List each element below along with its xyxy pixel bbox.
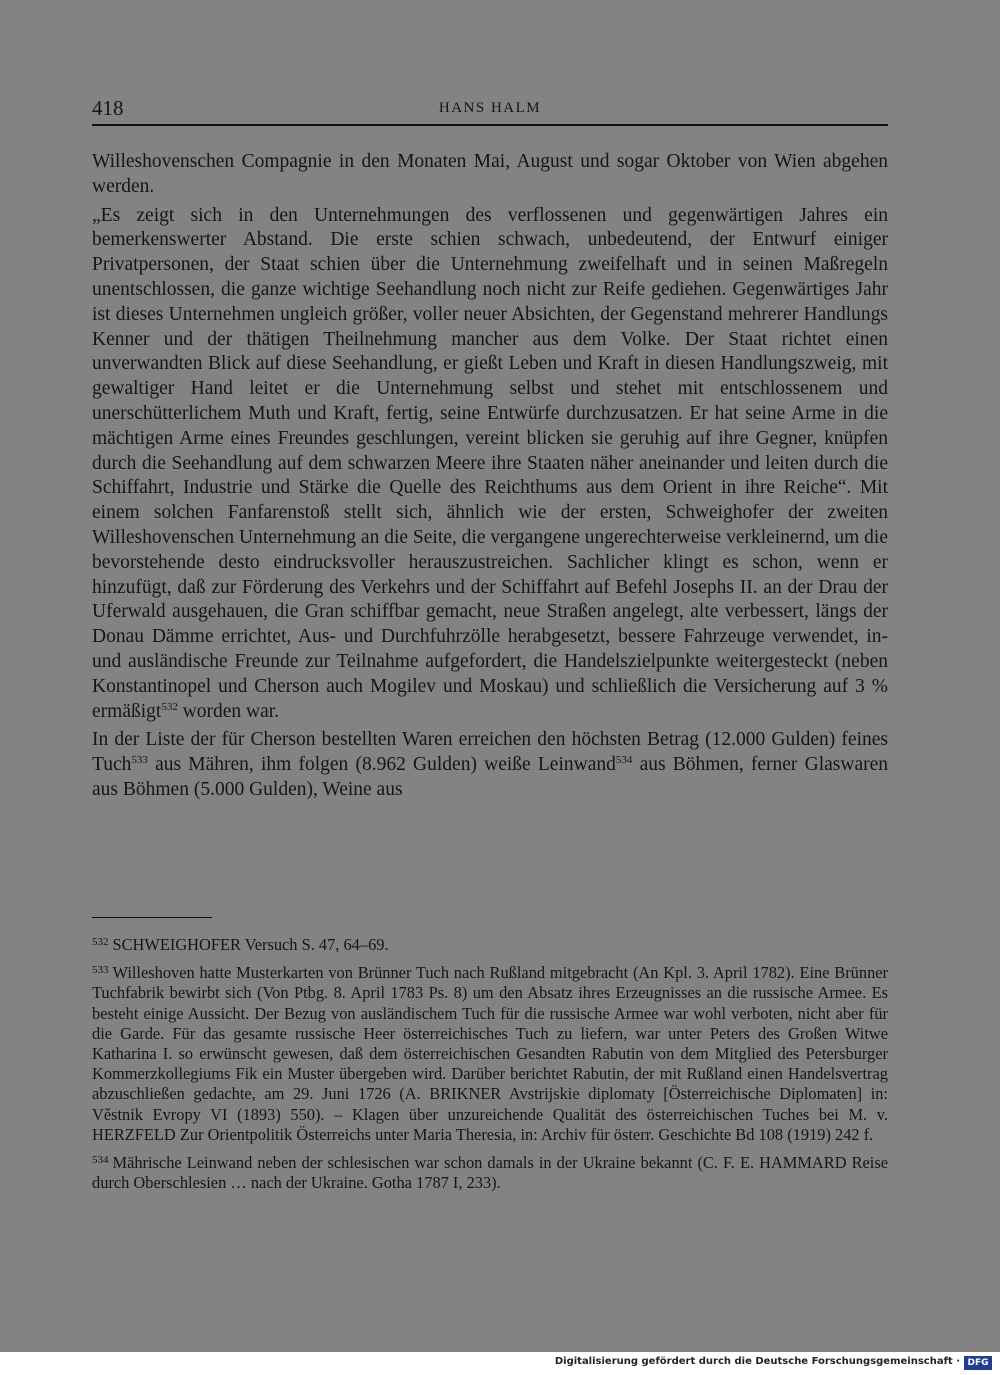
digitization-footer xyxy=(0,1352,1000,1375)
footnotes xyxy=(92,932,888,1198)
running-head: HANS HALM xyxy=(438,100,542,116)
footnote-text: Willeshoven hatte Musterkarten von Brünner Tuch nach Rußland mitgebracht (An Kpl. 3. April 1782). Eine Brünner Tuchfabrik bewirbt sich (Von Ptbg. 8. April 1783 Ps. 8) um den Absatz ihres Erzeugnisses an die russische Armee. Es besteht einige Aussicht. Der Bezug von ausländischem Tuch für die russische Armee war wohl verboten, nicht aber für die Garde. Für das gesamte russische Heer österreichisches Tuch zu liefern, war unter Peters des Großen Witwe Katharina I. so erwünscht gewesen, daß dem österreichischen Gesandten Rabutin von dem Mitglied des Petersburger Kommerzkollegiums Fik ein Muster übergeben wird. Darüber berichtet Rabutin, der mit Rußland einen Handelsvertrag abzuschließen gedachte, am 29. Juni 1726 (A. BRIKNER Avstrijskie diplomaty [Österreichische Diplomaten] in: Věstnik Evropy VI (1893) 550). – Klagen über unzureichende Qualität des österreichischen Tuches bei M. v. HERZFELD Zur Orientpolitik Österreichs unter Maria Theresia, in: Archiv für österr. Geschichte Bd 108 (1919) 242 f. xyxy=(92,963,888,1144)
paragraph-1 xyxy=(92,150,888,200)
footnote-number: 533 xyxy=(92,964,109,977)
paragraph-2-text-end: worden war. xyxy=(177,700,280,722)
footnote-532 xyxy=(92,932,888,955)
paragraph-3 xyxy=(92,728,888,802)
footnote-533 xyxy=(92,960,888,1145)
footnote-ref-534[interactable]: 534 xyxy=(615,754,633,767)
page-header xyxy=(92,96,888,126)
footnote-number: 534 xyxy=(92,1154,109,1167)
paragraph-2-text: „Es zeigt sich in den Unternehmungen des verflossenen und gegenwärtigen Jahres ein bemerkenswerter Abstand. Die erste schien schwach, unbedeutend, der Entwurf einiger Privatpersonen, der Staat schien über die Unternehmung zweifelhaft und in seinen Maßregeln unentschlossen, die ganze wichtige Seehandlung noch nicht zur Reife gediehen. Gegenwärtiges Jahr ist dieses Unternehmen ungleich größer, voller neuer Absichten, der Gegenstand mehrerer Handlungs Kenner und der thätigen Theilnehmung mancher aus dem Volke. Der Staat richtet einen unverwandten Blick auf diese Seehandlung, er gießt Leben und Kraft in diesen Handlungszweig, mit gewaltiger Hand leitet er die Unternehmung selbst und stehet mit entschlossenem und unerschütterlichem Muth und Kraft, fertig, seine Entwürfe durchzusatzen. Er hat seine Arme in die mächtigen Arme eines Freundes geschlungen, vereint blicken sie geruhig auf ihre Gegner, knüpfen durch die Seehandlung auf dem schwarzen Meere ihre Staaten näher aneinander und leiten durch die Schiffahrt, Industrie und Stärke die Quelle des Reichthums aus dem Orient in ihre Reiche“. Mit einem solchen Fanfarenstoß stellt sich, ähnlich wie der ersten, Schweighofer der zweiten Willeshovenschen Unternehmung an die Seite, die vergangene ungerechterweise verkleinernd, um die bevorstehende desto eindrucksvoller herauszustreichen. Sachlicher klingt es schon, wenn er hinzufügt, daß zur Förderung des Verkehrs und der Schiffahrt auf Befehl Josephs II. an der Drau der Uferwald ausgehauen, die Gran schiffbar gemacht, neue Straßen angelegt, alte verbessert, längs der Donau Dämme errichtet, Aus- und Durchfuhrzölle herabgesetzt, bessere Fahrzeuge verwendet, in- und ausländische Freunde zur Teilnahme aufgefordert, die Handelszielpunkte weitergesteckt (neben Konstantinopel und Cherson auch Mogilev und Moskau) und schließlich die Versicherung auf 3 % ermäßigt xyxy=(92,204,888,722)
page-number: 418 xyxy=(92,96,124,120)
footnote-ref-532[interactable]: 532 xyxy=(161,700,178,713)
paragraph-3-text-mid: aus Mähren, ihm folgen (8.962 Gulden) weiße Leinwand xyxy=(147,754,616,776)
footnote-text: SCHWEIGHOFER Versuch S. 47, 64–69. xyxy=(112,935,389,954)
footnote-number: 532 xyxy=(92,936,109,948)
paragraph-1-text: Willeshovenschen Compagnie in den Monaten Mai, August und sogar Oktober von Wien abgehen werden. xyxy=(92,151,888,197)
dfg-logo: DFG xyxy=(964,1356,992,1370)
paragraph-2 xyxy=(92,204,888,725)
paragraph-3-text: In der Liste der für Cherson bestellten Waren erreichen den höchsten Betrag (12.000 Gulden) feines Tuch xyxy=(92,729,888,776)
funding-credit: Digitalisierung gefördert durch die Deutsche Forschungsgemeinschaft · xyxy=(554,1356,960,1367)
footnote-text: Mährische Leinwand neben der schlesischen war schon damals in der Ukraine bekannt (C. F. E. HAMMARD Reise durch Oberschlesien … nach der Ukraine. Gotha 1787 I, 233). xyxy=(92,1153,888,1193)
footnote-534 xyxy=(92,1150,888,1193)
footnote-ref-533[interactable]: 533 xyxy=(131,754,148,767)
footnote-divider xyxy=(92,917,212,918)
body-text xyxy=(92,150,888,807)
paragraph-3-text-end: aus Böhmen, ferner Glaswaren aus Böhmen (5.000 Gulden), Weine aus xyxy=(92,754,888,800)
